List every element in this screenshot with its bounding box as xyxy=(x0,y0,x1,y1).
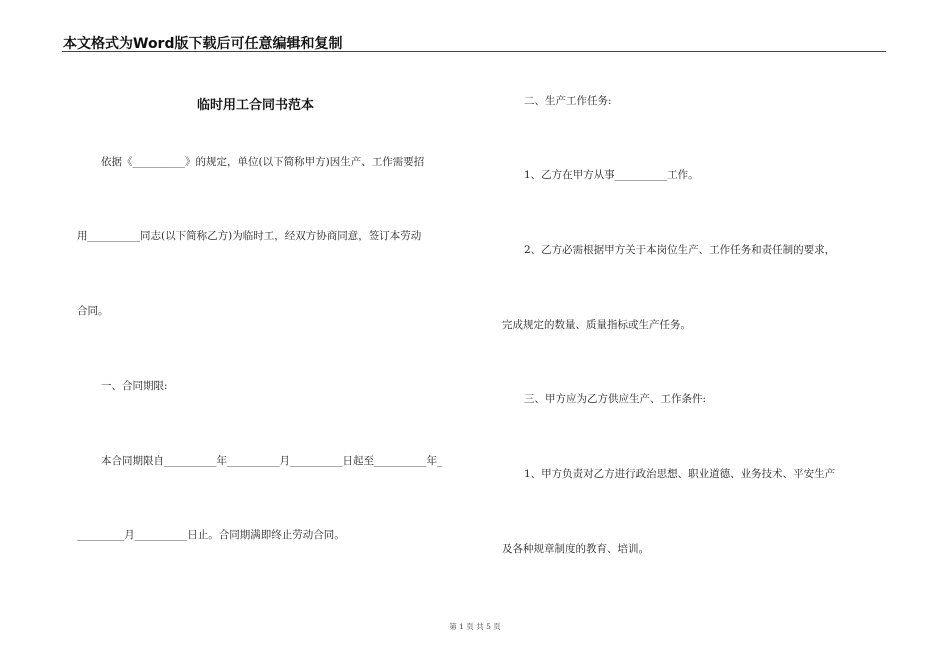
section-heading-work-tasks: 二、生产工作任务: xyxy=(524,95,612,107)
left-paragraph-line-6: _________月__________日止。合同期满即终止劳动合同。 xyxy=(77,529,345,541)
left-paragraph-line-2: 用__________同志(以下简称乙方)为临时工，经双方协商同意，签订本劳动 xyxy=(77,230,422,242)
left-paragraph-line-3: 合同。 xyxy=(77,305,109,317)
left-paragraph-line-5: 本合同期限自__________年__________月__________日起至__________年_ xyxy=(101,455,443,467)
section-heading-contract-term: 一、合同期限: xyxy=(101,380,168,392)
right-paragraph-line-3: 完成规定的数量、质量指标或生产任务。 xyxy=(502,319,691,331)
right-paragraph-line-5: 1、甲方负责对乙方进行政治思想、职业道德、业务技术、平安生产 xyxy=(524,468,836,480)
right-paragraph-line-1: 1、乙方在甲方从事__________工作。 xyxy=(524,169,699,181)
page-indicator: 第 1 页 共 5 页 xyxy=(449,622,501,631)
section-heading-work-conditions: 三、甲方应为乙方供应生产、工作条件: xyxy=(524,393,707,405)
header-banner: 本文格式为Word版下载后可任意编辑和复制 xyxy=(63,36,343,52)
left-paragraph-line-1: 依据《__________》的规定，单位(以下简称甲方)因生产、工作需要招 xyxy=(101,156,425,168)
document-title: 临时用工合同书范本 xyxy=(197,98,315,113)
right-paragraph-line-6: 及各种规章制度的教育、培训。 xyxy=(502,543,649,555)
header-divider xyxy=(62,51,886,52)
right-paragraph-line-2: 2、乙方必需根据甲方关于本岗位生产、工作任务和责任制的要求， xyxy=(524,244,836,256)
